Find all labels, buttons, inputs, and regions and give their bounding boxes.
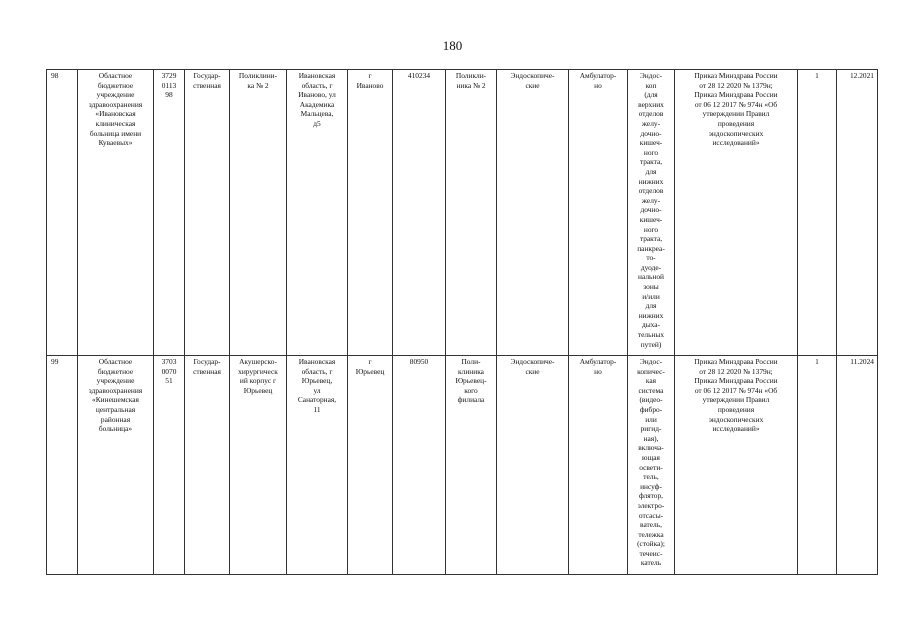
- unit-cell: Поликли- ника № 2: [446, 70, 497, 356]
- quantity-cell: 1: [798, 70, 837, 356]
- profile-cell: Эндоскопиче- ские: [497, 70, 569, 356]
- table-row: [47, 356, 878, 575]
- table-row: [47, 70, 878, 356]
- order-cell: Приказ Минздрава России от 28 12 2020 № 1379н; Приказ Минздрава России от 06 12 2017 № 974н «Об утверждении Правил проведения эндоскопических исследований»: [675, 70, 798, 356]
- code-cell: 80950: [393, 356, 446, 575]
- row-number-cell: 98: [47, 70, 78, 356]
- date-cell: 11.2024: [837, 356, 878, 575]
- division-cell: Поликлини- ка № 2: [230, 70, 287, 356]
- organization-cell: Областное бюджетное учреждение здравоохранения «Кинешемская центральная районная больница»: [78, 356, 154, 575]
- city-cell: г Юрьевец: [348, 356, 393, 575]
- division-cell: Акушерско- хирургическ ий корпус г Юрьевец: [230, 356, 287, 575]
- inn-cell: 3729 0113 98: [154, 70, 185, 356]
- organization-cell: Областное бюджетное учреждение здравоохранения «Ивановская клиническая больница имени Куваевых»: [78, 70, 154, 356]
- equipment-cell: Эндос- коп (для верхних отделов желу- дочно- кишеч- ного тракта, для нижних отделов желу- дочно- кишеч- ного тракта, панкреа- то- дуоде- нальной зоны и/или для нижних дыха- тельных путей): [628, 70, 675, 356]
- ownership-cell: Государ- ственная: [185, 356, 230, 575]
- quantity-cell: 1: [798, 356, 837, 575]
- equipment-cell: Эндос- копичес- кая система (видео- фибро- или ригид- ная), включа- ющая освети- тель, инсуф- флятор, электро- отсасы- ватель, тележка (стойка); течеис- катель: [628, 356, 675, 575]
- city-cell: г Иваново: [348, 70, 393, 356]
- address-cell: Ивановская область, г Иваново, ул Академика Мальцева, д5: [287, 70, 348, 356]
- equipment-registry-table: [46, 69, 878, 575]
- unit-cell: Поли- клиника Юрьевец- кого филиала: [446, 356, 497, 575]
- row-number-cell: 99: [47, 356, 78, 575]
- date-cell: 12.2021: [837, 70, 878, 356]
- condition-cell: Амбулатор- но: [569, 356, 628, 575]
- inn-cell: 3703 0070 51: [154, 356, 185, 575]
- condition-cell: Амбулатор- но: [569, 70, 628, 356]
- profile-cell: Эндоскопиче- ские: [497, 356, 569, 575]
- page-number: 180: [442, 38, 463, 53]
- code-cell: 410234: [393, 70, 446, 356]
- order-cell: Приказ Минздрава России от 28 12 2020 № 1379н; Приказ Минздрава России от 06 12 2017 № 974н «Об утверждении Правил проведения эндоскопических исследований»: [675, 356, 798, 575]
- address-cell: Ивановская область, г Юрьевец, ул Санаторная, 11: [287, 356, 348, 575]
- ownership-cell: Государ- ственная: [185, 70, 230, 356]
